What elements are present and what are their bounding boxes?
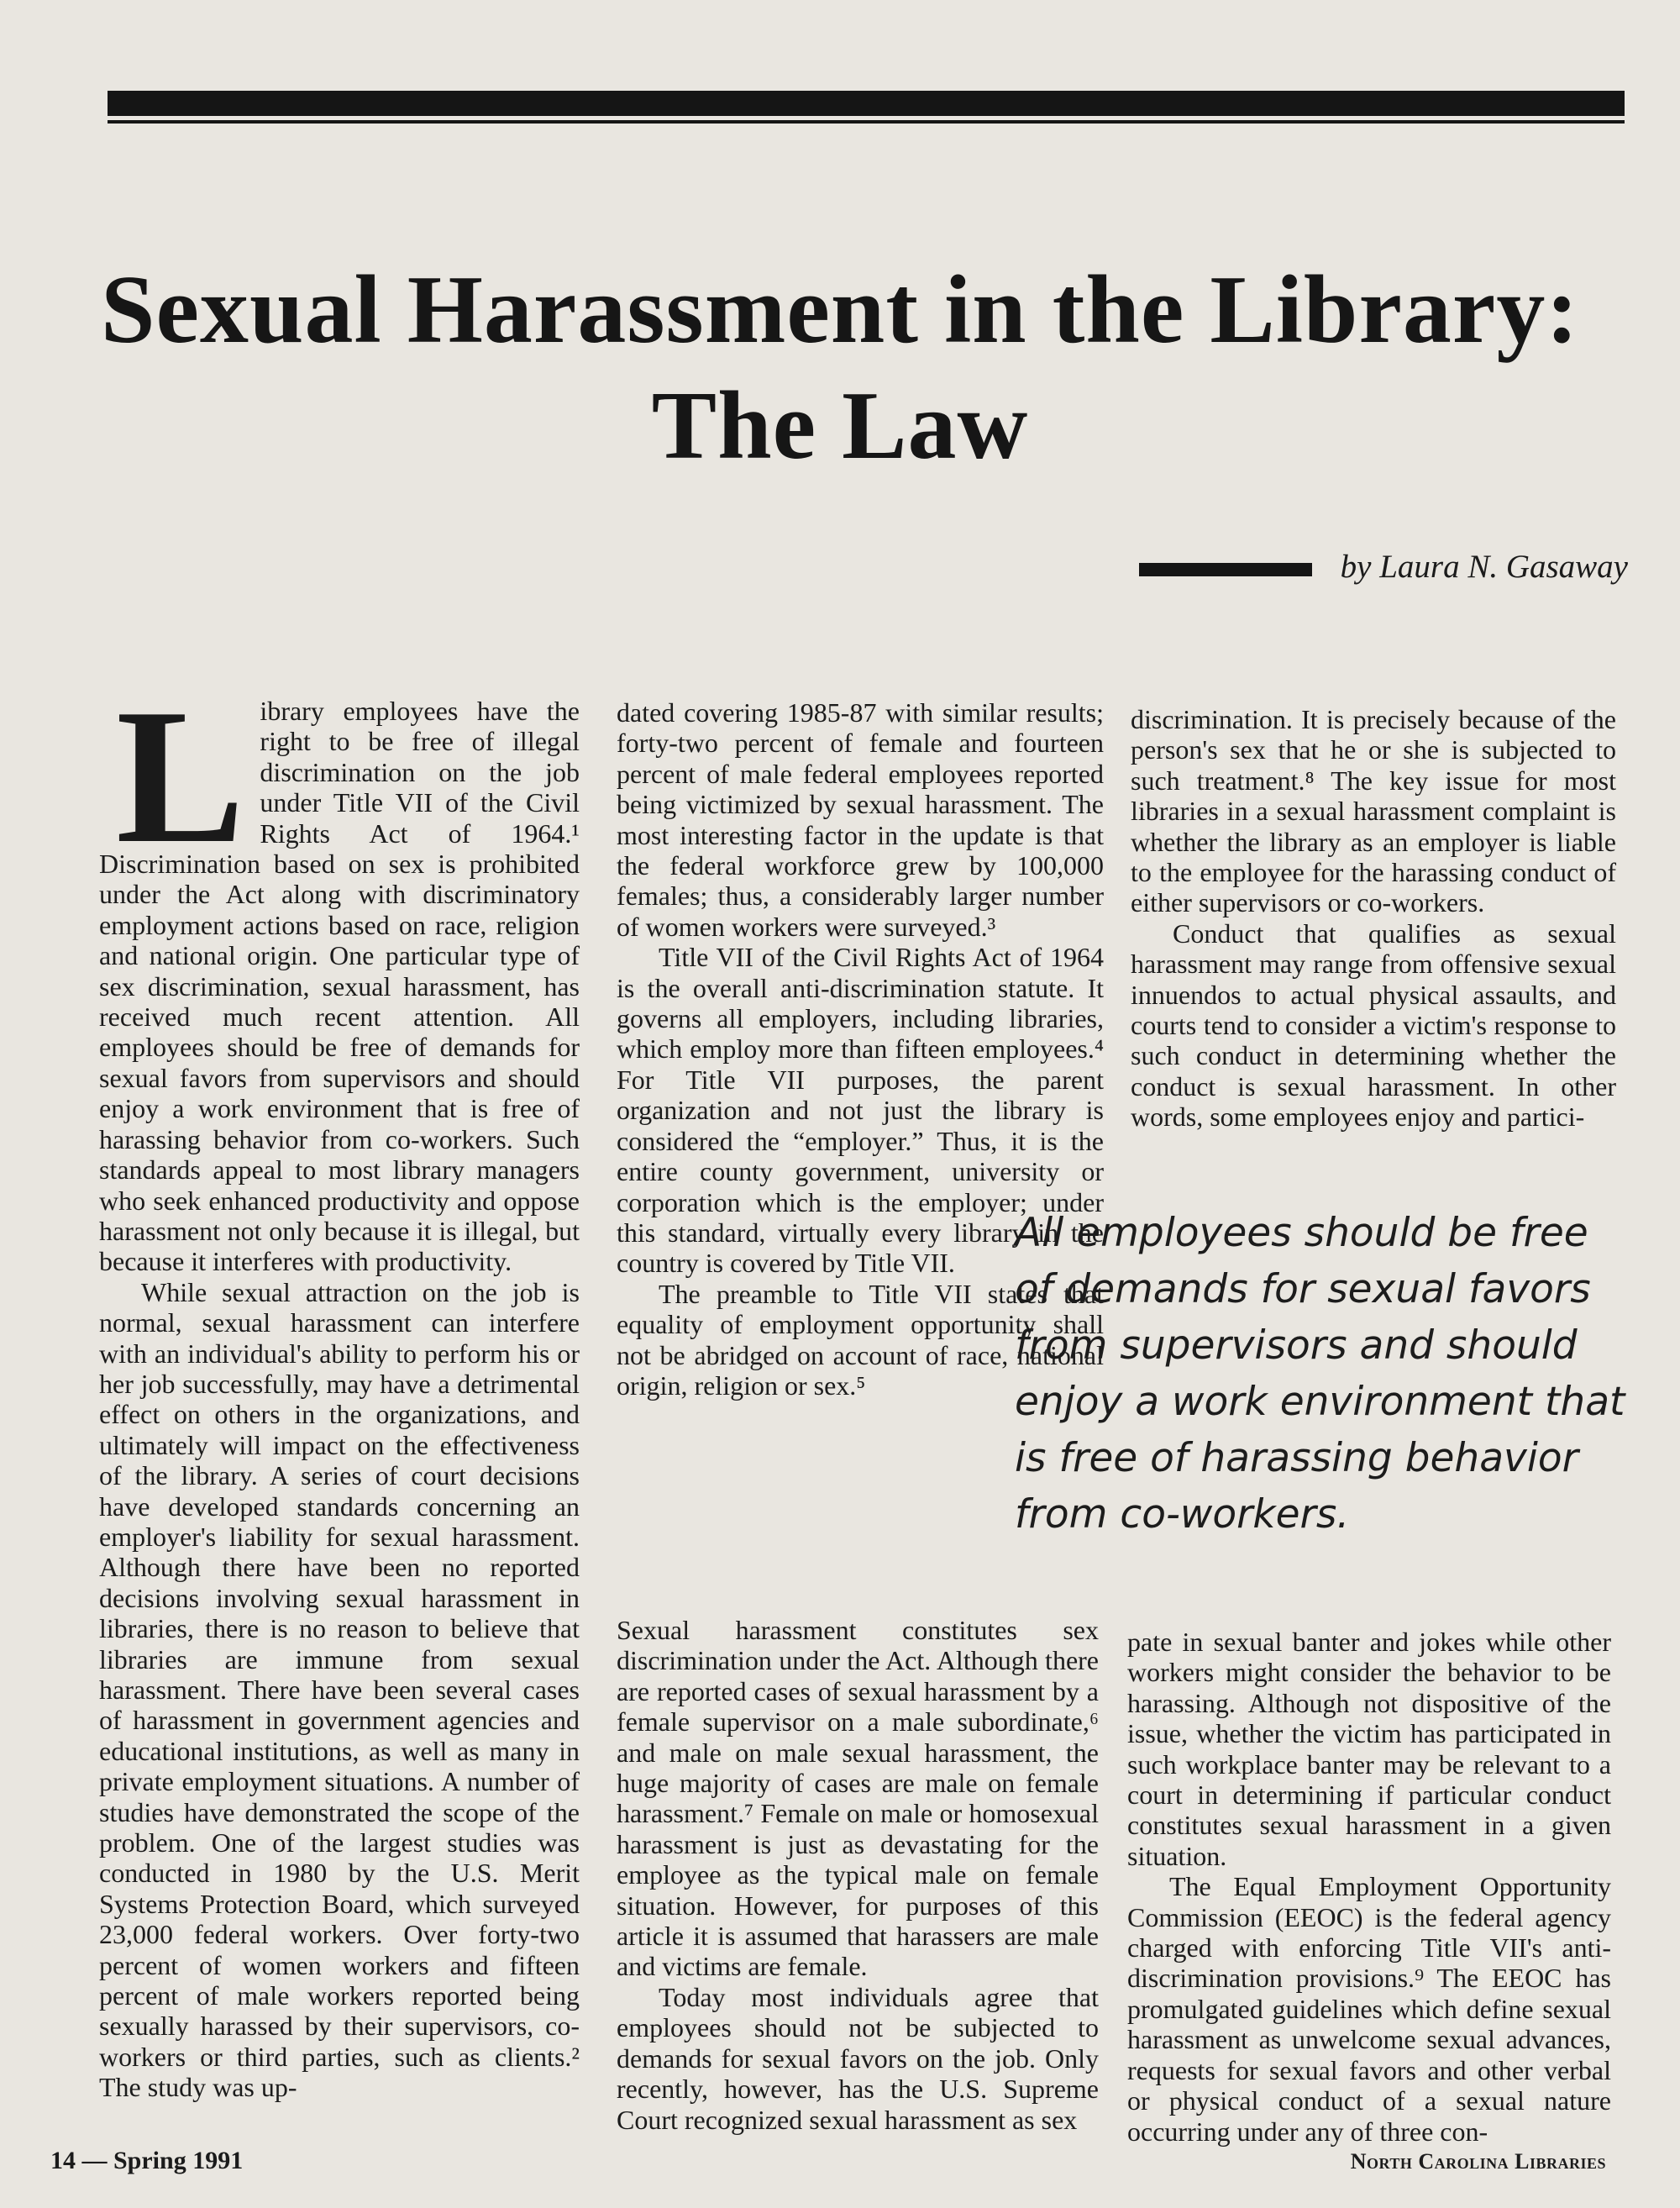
paragraph-1-text: ibrary employees have the right to be free of illegal discrimination on the job under Title VII of the Civil Rights Act of 1964.¹ Discrimination based on sex is prohibited under the Act along with discriminatory employment actions based on race, religion and national origin. One particular type of sex discrimination, sexual harassment, has received much recent attention. All employees should be free of demands for sexual favors from supervisors and should enjoy a work environment that is free of harassing behavior from co-workers. Such standards appeal to most library managers who seek enhanced productivity and oppose harassment not only because it is illegal, but because it interferes with productivity. [99, 696, 580, 1277]
paragraph-7: Today most individuals agree that employees should not be subjected to demands for sexual favors on the job. Only recently, however, has the U.S. Supreme Court recognized sexual harassment as sex [617, 1981, 1099, 2135]
title-line-2: The Law [651, 372, 1029, 480]
paragraph-11: The Equal Employment Opportunity Commission (EEOC) is the federal agency charged with enforcing Title VII's anti-discrimination provisions.⁹ The EEOC has promulgated guidelines which define sexual harassment as unwelcome sexual advances, requests for sexual favors and other verbal or physical conduct of a sexual nature occurring under any of three con- [1127, 1871, 1611, 2147]
paragraph-1 [99, 669, 580, 1277]
byline: by Laura N. Gasaway [1340, 549, 1628, 585]
byline-bar [1139, 563, 1312, 576]
paragraph-8: discrimination. It is precisely because of the person's sex that he or she is subjected to such treatment.⁸ The key issue for most libraries in a sexual harassment complaint is whether the library as an employer is liable to the employee for the harassing conduct of either supervisors or co-workers. [1131, 704, 1616, 918]
top-rule-thin [108, 120, 1625, 124]
footer-page-info: 14 — Spring 1991 [50, 2147, 244, 2174]
paragraph-4: Title VII of the Civil Rights Act of 1964 is the overall anti-discrimination statute. It governs all employers, including libraries, which employ more than fifteen employees.⁴ For Title VII purposes, the parent organization and not just the library is considered the “employer.” Thus, it is the entire county government, university or corporation which is the employer; under this standard, virtually every library in the country is covered by Title VII. [617, 942, 1104, 1279]
column-3-bottom [1127, 1627, 1611, 2147]
paragraph-5: The preamble to Title VII states that equality of employment opportunity shall not be abridged on account of race, national origin, religion or sex.⁵ [617, 1278, 1104, 1401]
column-1 [99, 669, 580, 2132]
drop-cap: L [116, 669, 245, 883]
paragraph-9: Conduct that qualifies as sexual harassment may range from offensive sexual innuendos to actual physical assaults, and courts tend to consider a victim's response to such conduct in determining whether the conduct is sexual harassment. In other words, some employees enjoy and partici- [1131, 917, 1616, 1133]
column-3-top [1131, 704, 1616, 1133]
top-rule [108, 91, 1625, 116]
title-line-1: Sexual Harassment in the Library: [100, 256, 1580, 364]
paragraph-2: While sexual attraction on the job is normal, sexual harassment can interfere with an individual's ability to perform his or her job successfully, may have a detrimental effect on others in the organizations, and ultimately will impact on the effectiveness of the library. A series of court decisions have developed standards concerning an employer's liability for sexual harassment. Although there have been no reported decisions involving sexual harassment in libraries, there is no reason to believe that libraries are immune from sexual harassment. There have been several cases of harassment in government agencies and educational institutions, as well as many in private employment situations. A number of studies have demonstrated the scope of the problem. One of the largest studies was conducted in 1980 by the U.S. Merit Systems Protection Board, which surveyed 23,000 federal workers. Over forty-two percent of women workers and fifteen percent of male workers reported being sexually harassed by their supervisors, co-workers or third parties, such as clients.² The study was up- [99, 1276, 580, 2103]
paragraph-6: Sexual harassment constitutes sex discrimination under the Act. Although there are reported cases of sexual harassment by a female supervisor on a male subordinate,⁶ and male on male sexual harassment, the huge majority of cases are male on female harassment.⁷ Female on male or homosexual harassment is just as devastating for the employee as the typical male on female situation. However, for purposes of this article it is assumed that harassers are male and victims are female. [617, 1615, 1099, 1982]
pull-quote: All employees should be free of demands for sexual favors from supervisors and should enjoy a work environment that is free of harassing behavior from co-workers. [1015, 1210, 1625, 1538]
article-title [84, 252, 1596, 484]
footer-journal-name: North Carolina Libraries [1350, 2149, 1606, 2174]
paragraph-10: pate in sexual banter and jokes while other workers might consider the behavior to be harassing. Although not dispositive of the issue, whether the victim has participated in such workplace banter may be relevant to a court in determining if particular conduct constitutes sexual harassment in a given situation. [1127, 1627, 1611, 1871]
column-2-bottom [617, 1615, 1099, 2136]
paragraph-3: dated covering 1985-87 with similar results; forty-two percent of female and fourteen percent of male federal employees reported being victimized by sexual harassment. The most interesting factor in the update is that the federal workforce grew by 100,000 females; thus, a considerably larger number of women workers were surveyed.³ [617, 697, 1104, 942]
